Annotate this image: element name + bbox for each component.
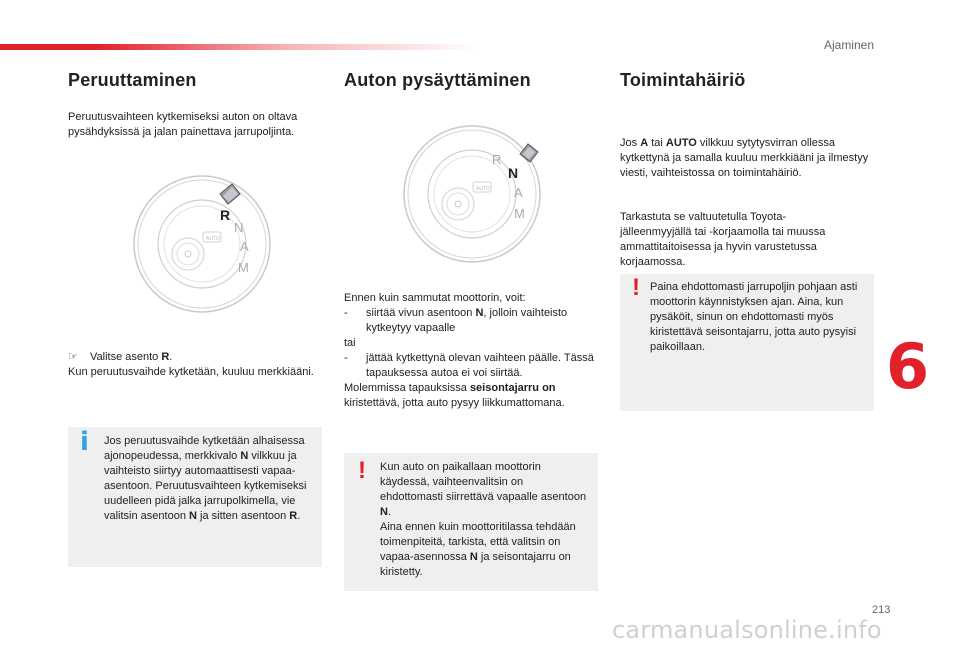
info-text: . bbox=[297, 510, 301, 522]
step-text: Valitse asento bbox=[90, 351, 162, 363]
malfunction-text: tai bbox=[648, 137, 666, 149]
warning-text: ja seisontajarru on kiristetty. bbox=[380, 551, 571, 578]
malfunction-bold: AUTO bbox=[665, 137, 697, 149]
warning-text: Paina ehdottomasti jarrupoljin pohjaan asti moottorin käynnistyksen ajan. Aina, kun pysäköit, sinun on ehdottomasti myös kiristettävä seisontajarru, jotta auto pysyisi paikoillaan. bbox=[650, 281, 858, 353]
warning-box-malfunction bbox=[620, 274, 874, 411]
dial-letter: A bbox=[514, 185, 523, 200]
info-icon: i bbox=[80, 427, 89, 457]
stopping-both bbox=[344, 381, 596, 411]
both-text: Molemmissa tapauksissa bbox=[344, 382, 470, 394]
info-text: ja sitten asentoon bbox=[196, 510, 290, 522]
info-bold: N bbox=[240, 450, 249, 462]
info-bold: R bbox=[289, 510, 298, 522]
dial-active-position: N bbox=[508, 165, 519, 181]
warning-text: Aina ennen kuin moottoritilassa tehdään toimenpiteitä, tarkista, että valitsin on vapaa-asennossa bbox=[380, 521, 576, 563]
step-detail: Kun peruutusvaihde kytketään, kuuluu merkkiääni. bbox=[68, 366, 314, 378]
exclamation-icon: ! bbox=[632, 274, 640, 301]
malfunction-text: Jos bbox=[620, 137, 641, 149]
page-number: 213 bbox=[872, 604, 891, 616]
warning-bold: N bbox=[380, 506, 388, 518]
dial-letter: M bbox=[238, 260, 249, 275]
dial-active-position: R bbox=[220, 207, 231, 223]
gear-selector-dial-r bbox=[128, 172, 278, 322]
info-bold: N bbox=[189, 510, 197, 522]
stopping-option-2 bbox=[344, 351, 596, 381]
dial-center-label: AUTO bbox=[206, 236, 220, 242]
heading-stopping: Auton pysäyttäminen bbox=[344, 70, 531, 90]
malfunction-text: vilkkuu sytytysvirran ollessa kytkettynä ja samalla kuuluu merkkiääni ja ilmestyy viesti, vaihteistossa on toimintahäiriö. bbox=[620, 137, 869, 179]
both-bold: seisontajarru on bbox=[469, 382, 556, 394]
option-text: , jolloin vaihteisto kytkeytyy vapaalle bbox=[366, 307, 568, 334]
reversing-step bbox=[68, 350, 318, 380]
exclamation-icon: ! bbox=[358, 457, 366, 484]
stopping-or: tai bbox=[344, 337, 356, 349]
section-label: Ajaminen bbox=[823, 38, 874, 52]
malfunction-p1 bbox=[620, 136, 872, 181]
header-accent-bar bbox=[0, 44, 480, 50]
heading-reversing: Peruuttaminen bbox=[68, 70, 197, 90]
column-reversing bbox=[68, 70, 323, 91]
step-bold: R bbox=[161, 351, 170, 363]
option-text: jättää kytkettynä olevan vaihteen päälle. Tässä tapauksessa autoa ei voi siirtää. bbox=[366, 352, 594, 379]
arrow-bullet-icon: ☞ bbox=[68, 351, 78, 363]
heading-malfunction: Toimintahäiriö bbox=[620, 70, 746, 90]
info-text: Jos peruutusvaihde kytketään alhaisessa ajonopeudessa, merkkivalo bbox=[104, 435, 305, 462]
warning-text: . bbox=[387, 506, 392, 518]
dial-letter: R bbox=[492, 152, 502, 167]
malfunction-p2: Tarkastuta se valtuutetulla Toyota-jälleenmyyjällä tai -korjaamolla tai muussa ammattitaitoisessa ja hyvin varustetussa korjaamossa. bbox=[620, 211, 826, 268]
dial-center-label: AUTO bbox=[476, 186, 490, 192]
warning-bold: N bbox=[469, 551, 478, 563]
option-text: siirtää vivun asentoon bbox=[366, 307, 476, 319]
both-text: kiristettävä, jotta auto pysyy liikkumattomana. bbox=[344, 397, 565, 409]
dash: - bbox=[344, 352, 348, 364]
dial-letter: A bbox=[240, 239, 249, 254]
watermark: carmanualsonline.info bbox=[612, 616, 882, 644]
column-stopping bbox=[344, 70, 599, 91]
chapter-number: 6 bbox=[886, 330, 930, 403]
reversing-intro: Peruutusvaihteen kytkemiseksi auton on oltava pysähdyksissä ja jalan painettava jarrupoljinta. bbox=[68, 111, 298, 138]
warning-text: Kun auto on paikallaan moottorin käydessä, vaihteenvalitsin on ehdottomasti siirrettävä vapaalle asentoon bbox=[380, 461, 587, 503]
stopping-lead: Ennen kuin sammutat moottorin, voit: bbox=[344, 292, 526, 304]
column-malfunction bbox=[620, 70, 875, 91]
step-suffix: . bbox=[169, 351, 173, 363]
stopping-text bbox=[344, 291, 596, 411]
dial-letter: N bbox=[234, 220, 244, 235]
option-bold: N bbox=[475, 307, 484, 319]
stopping-option-1 bbox=[344, 306, 596, 336]
dial-letter: M bbox=[514, 206, 525, 221]
info-box bbox=[68, 427, 322, 567]
gear-selector-dial-n bbox=[398, 122, 548, 272]
info-text: vilkkuu ja vaihteisto siirtyy automaattisesti vapaa-asentoon. Peruutusvaihteen kytkemiseksi uudelleen pidä jalka jarrupolkimella, vie valitsin asentoon bbox=[104, 450, 307, 522]
malfunction-bold: A bbox=[640, 137, 649, 149]
dash: - bbox=[344, 307, 348, 319]
warning-box-stopping bbox=[344, 453, 598, 591]
